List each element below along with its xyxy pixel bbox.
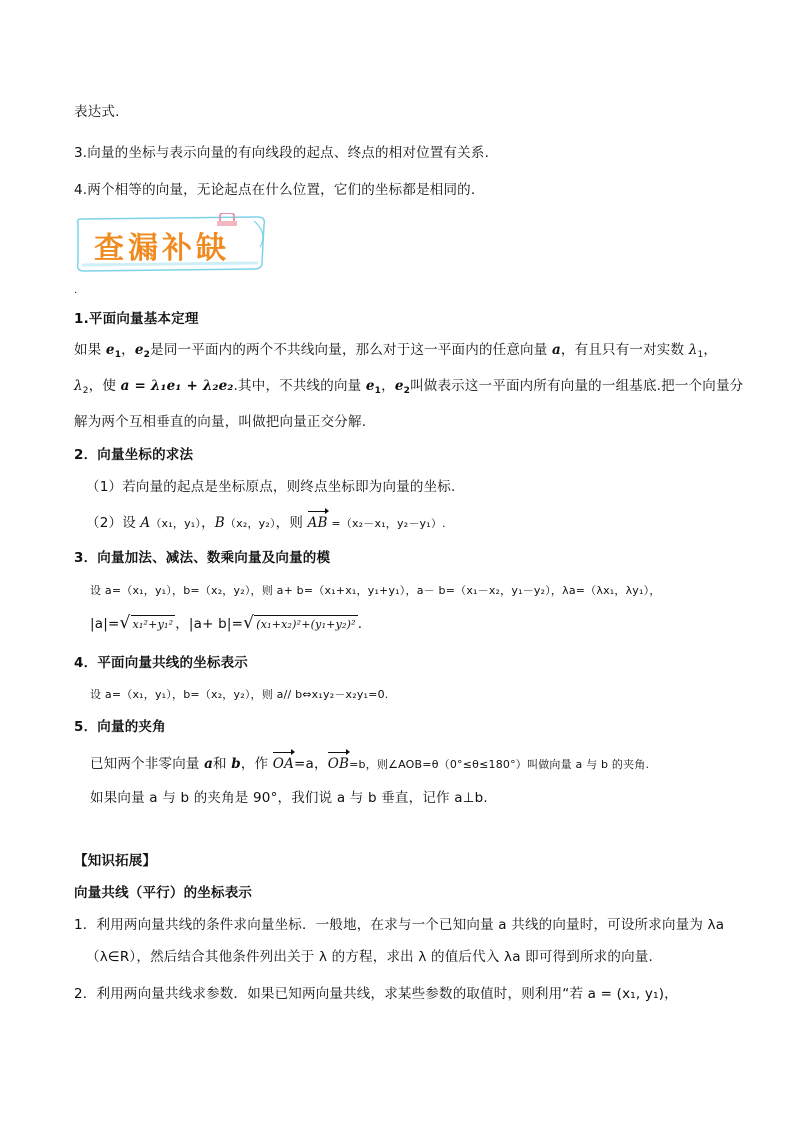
- s2-heading: 2．向量坐标的求法: [74, 447, 194, 463]
- ext-heading: 【知识拓展】: [74, 853, 157, 869]
- s5-line-1: 已知两个非零向量 a和 b，作 OA=a，OB=b，则∠AOB=θ（0°≤θ≤180°）叫做向量 a 与 b 的夹角.: [90, 756, 650, 772]
- ext-para-1: 1．利用两向量共线的条件求向量坐标．一般地，在求与一个已知向量 a 共线的向量时，可设所求向量为 λa: [74, 917, 725, 933]
- ext-para-2: （λ∈R），然后结合其他条件列出关于 λ 的方程，求出 λ 的值后代入 λa 即可得到所求的向量.: [86, 949, 653, 965]
- s1-heading: 1.平面向量基本定理: [74, 311, 199, 327]
- s1-line-3: 解为两个互相垂直的向量，叫做把向量正交分解.: [74, 414, 367, 430]
- s4-heading: 4．平面向量共线的坐标表示: [74, 655, 248, 671]
- s5-heading: 5．向量的夹角: [74, 719, 166, 735]
- s4-line-1: 设 a=（x₁，y₁），b=（x₂，y₂），则 a// b⇔x₁y₂－x₂y₁=0.: [90, 688, 389, 701]
- s2-item-1: （1）若向量的起点是坐标原点，则终点坐标即为向量的坐标.: [86, 479, 456, 495]
- s1-line-1: 如果 $e_1$，$e_2$是同一平面内的两个不共线向量，那么对于这一平面内的任意向量 a，有且只有一对实数 $\lambda_1$，: [74, 342, 718, 360]
- ext-subheading: 向量共线（平行）的坐标表示: [74, 885, 253, 901]
- s3-line-2: |a|=√ x₁²+y₁² ，|a+ b|=√ (x₁+x₂)²+(y₁+y₂)² .: [90, 613, 363, 633]
- banner-title: 查漏补缺: [94, 231, 230, 266]
- intro-line-3: 4.两个相等的向量，无论起点在什么位置，它们的坐标都是相同的.: [74, 182, 476, 198]
- s2-item-2: （2）设 A（x₁，y₁），B（x₂，y₂），则 AB =（x₂－x₁，y₂－y₁）.: [86, 515, 446, 531]
- dot-mark: .: [74, 285, 78, 296]
- s1-line-2: $\lambda_2$，使 a = λ₁e₁ + λ₂e₂.其中，不共线的向量 $e_1$，$e_2$叫做表示这一平面内所有向量的一组基底.把一个向量分: [74, 378, 744, 396]
- s5-line-2: 如果向量 a 与 b 的夹角是 90°，我们说 a 与 b 垂直，记作 a⊥b.: [90, 790, 488, 806]
- intro-line-1: 表达式.: [74, 104, 120, 120]
- intro-line-2: 3.向量的坐标与表示向量的有向线段的起点、终点的相对位置有关系.: [74, 145, 490, 161]
- ext-para-3: 2．利用两向量共线求参数．如果已知两向量共线，求某些参数的取值时，则利用“若 a = (x₁, y₁)，: [74, 986, 678, 1002]
- s3-line-1: 设 a=（x₁，y₁），b=（x₂，y₂），则 a+ b=（x₁+x₁，y₁+y₁），a－ b=（x₁－x₂，y₁－y₂），λa=（λx₁，λy₁），: [90, 584, 661, 597]
- section-banner: [72, 213, 270, 271]
- s3-heading: 3．向量加法、减法、数乘向量及向量的模: [74, 550, 331, 566]
